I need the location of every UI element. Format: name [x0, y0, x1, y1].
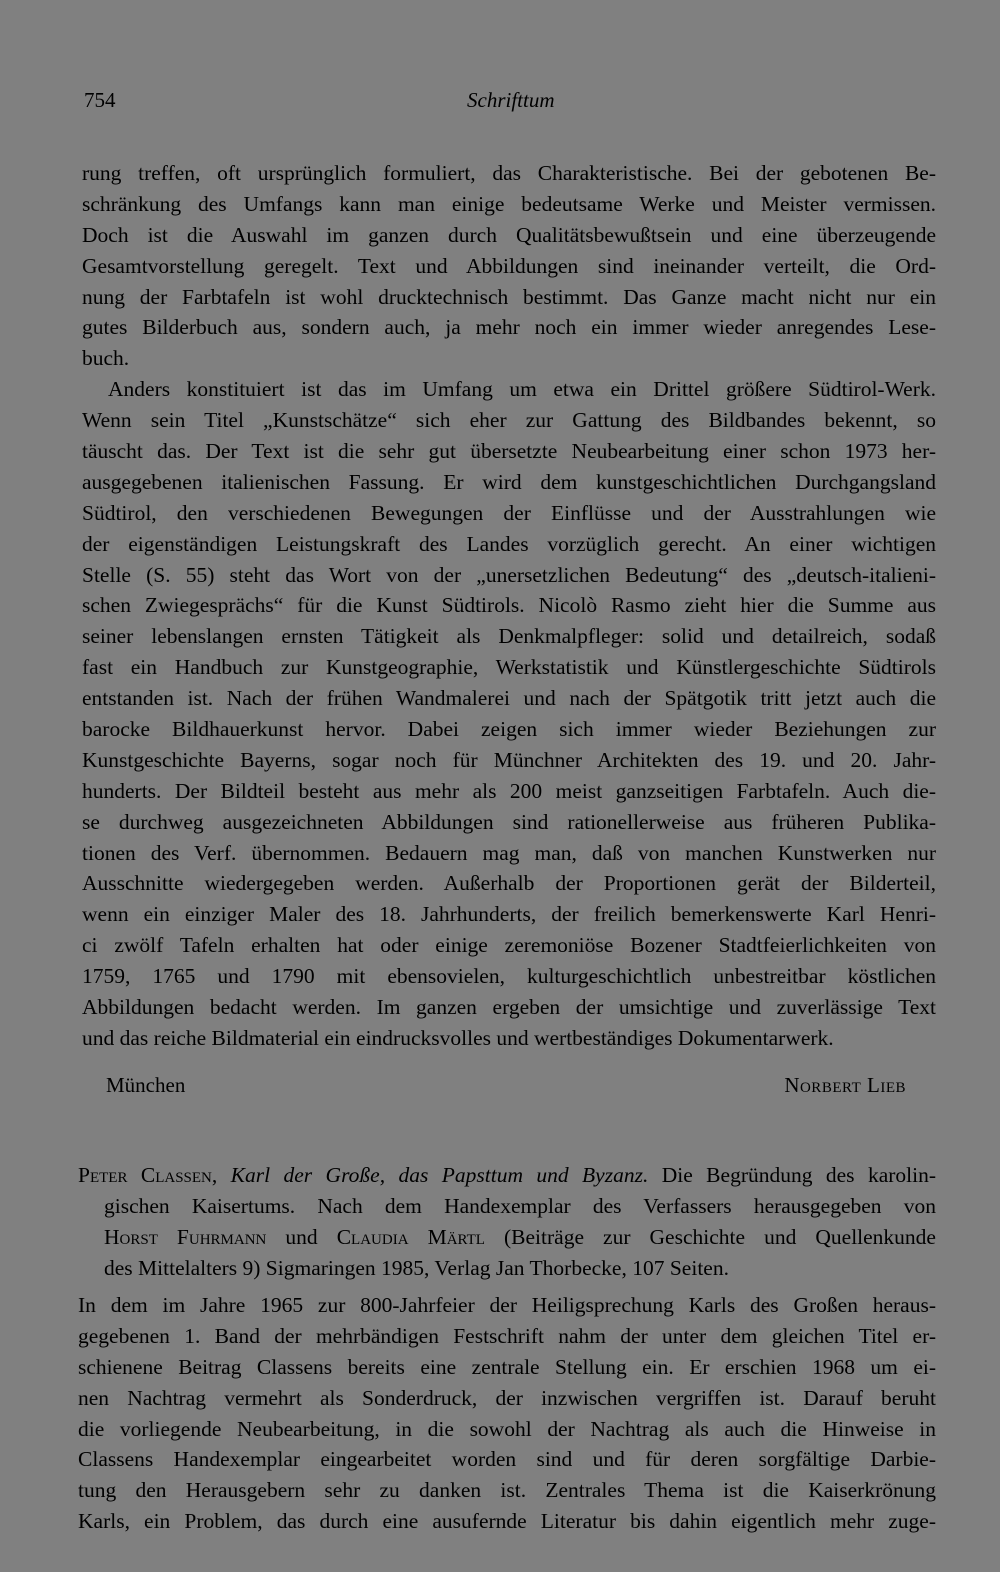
text-line: der eigenständigen Leistungskraft des Landes vorzüglich gerecht. An einer wichtigen [82, 531, 936, 556]
text-line: die vorliegende Neubearbeitung, in die sowohl der Nachtrag als auch die Hinweise in [78, 1416, 936, 1441]
text-line: nen Nachtrag vermehrt als Sonderdruck, der inzwischen vergriffen ist. Darauf beruht [78, 1385, 936, 1410]
running-title: Schrifttum [467, 88, 555, 112]
text-line: schienene Beitrag Classens bereits eine zentrale Stellung ein. Er erschien 1968 um ei- [78, 1354, 936, 1379]
page-header [84, 88, 930, 118]
text-line: ci zwölf Tafeln erhalten hat oder einige zeremoniöse Bozener Stadtfeierlichkeiten von [82, 933, 936, 958]
book-author: Peter Classen, [78, 1163, 218, 1187]
text-line: seiner lebenslangen ernsten Tätigkeit als Denkmalpfleger: solid und detailreich, sodaß [82, 624, 936, 649]
text-line: Südtirol, den verschiedenen Bewegungen der Einflüsse und der Ausstrahlungen wie [82, 500, 936, 525]
book-editor: Horst Fuhrmann [104, 1224, 267, 1249]
text-line: Classens Handexemplar eingearbeitet worden sind und für deren sorgfältige Darbie- [78, 1447, 936, 1472]
book-editor: Claudia Märtl [336, 1224, 485, 1249]
text-line: Wenn sein Titel „Kunstschätze“ sich eher zur Gattung des Bildbandes bekennt, so [82, 408, 936, 433]
text-line: und das reiche Bildmaterial ein eindrucksvolles und wertbeständiges Dokumentarwerk. [82, 1025, 834, 1050]
page-number: 754 [84, 88, 116, 112]
text-line: Kunstgeschichte Bayerns, sogar noch für Münchner Architekten des 19. und 20. Jahr- [82, 747, 936, 772]
signature-author: Norbert Lieb [784, 1073, 906, 1097]
book-title: Karl der Große, das Papsttum und Byzanz. [230, 1163, 649, 1187]
text-line: täuscht das. Der Text ist die sehr gut übersetzte Neubearbeitung einer schon 1973 her- [82, 439, 936, 464]
text-line: hunderts. Der Bildteil besteht aus mehr als 200 meist ganzseitigen Farbtafeln. Auch die- [82, 778, 936, 803]
text-line: gutes Bilderbuch aus, sondern auch, ja mehr noch ein immer wieder anregendes Lese- [82, 315, 936, 340]
book-series: (Beiträge zur Geschichte und Quellenkunde [484, 1224, 936, 1249]
text-line: fast ein Handbuch zur Kunstgeographie, Werkstatistik und Künstlergeschichte Südtirols [82, 655, 936, 680]
text-line: Gesamtvorstellung geregelt. Text und Abbildungen sind ineinander verteilt, die Ord- [82, 253, 936, 278]
text-line: Ausschnitte wiedergegeben werden. Außerhalb der Proportionen gerät der Bilderteil, [82, 871, 936, 896]
text-line: rung treffen, oft ursprünglich formuliert, das Charakteristische. Bei der gebotenen Be- [82, 161, 936, 185]
text-line: schränkung des Umfangs kann man einige bedeutsame Werke und Meister vermissen. [82, 191, 936, 216]
text-line: Karls, ein Problem, das durch eine ausufernde Literatur bis dahin eigentlich mehr zuge- [78, 1509, 936, 1534]
review-text-2 [78, 1290, 936, 1537]
review-text-1 [82, 158, 936, 1054]
biblio-line: gischen Kaisertums. Nach dem Handexemplar des Verfassers herausgegeben von [104, 1193, 936, 1218]
text-line: buch. [82, 346, 130, 371]
text-line: nung der Farbtafeln ist wohl drucktechnisch bestimmt. Das Ganze macht nicht nur ein [82, 284, 936, 309]
text-line: Stelle (S. 55) steht das Wort von der „unersetzlichen Bedeutung“ des „deutsch-italieni- [82, 562, 936, 587]
text-line: se durchweg ausgezeichneten Abbildungen sind rationellerweise aus früheren Publika- [82, 809, 936, 834]
review-signature [106, 1070, 906, 1101]
signature-place: München [106, 1073, 186, 1097]
book-subtitle: Die Begründung des karolin- [648, 1163, 937, 1187]
bibliographic-entry [78, 1160, 936, 1284]
text-line: Anders konstituiert ist das im Umfang um etwa ein Drittel größere Südtirol-Werk. [108, 377, 936, 402]
text-line: entstanden ist. Nach der frühen Wandmalerei und nach der Spätgotik tritt jetzt auch die [82, 686, 936, 711]
text-line: schen Zwiegesprächs“ für die Kunst Südtirols. Nicolò Rasmo zieht hier die Summe aus [82, 593, 936, 618]
text-line: 1759, 1765 und 1790 mit ebensovielen, kulturgeschichtlich unbestreitbar köstlichen [82, 964, 936, 989]
biblio-conjunction: und [266, 1224, 337, 1249]
text-line: tung den Herausgebern sehr zu danken ist. Zentrales Thema ist die Kaiserkrönung [78, 1478, 936, 1503]
text-line: barocke Bildhauerkunst hervor. Dabei zeigen sich immer wieder Beziehungen zur [82, 717, 936, 742]
biblio-line: des Mittelalters 9) Sigmaringen 1985, Verlag Jan Thorbecke, 107 Seiten. [104, 1255, 729, 1280]
text-line: tionen des Verf. übernommen. Bedauern mag man, daß von manchen Kunstwerken nur [82, 840, 936, 865]
text-line: Doch ist die Auswahl im ganzen durch Qualitätsbewußtsein und eine überzeugende [82, 222, 936, 247]
text-line: wenn ein einziger Maler des 18. Jahrhunderts, der freilich bemerkenswerte Karl Henri- [82, 902, 936, 927]
text-line: ausgegebenen italienischen Fassung. Er wird dem kunstgeschichtlichen Durchgangsland [82, 469, 936, 494]
biblio-line [78, 1222, 936, 1253]
biblio-line [78, 1160, 936, 1191]
text-line: gegebenen 1. Band der mehrbändigen Festschrift nahm der unter dem gleichen Titel er- [78, 1323, 936, 1348]
text-line: Abbildungen bedacht werden. Im ganzen ergeben der umsichtige und zuverlässige Text [82, 995, 936, 1020]
text-line: In dem im Jahre 1965 zur 800-Jahrfeier der Heiligsprechung Karls des Großen heraus- [78, 1293, 936, 1317]
